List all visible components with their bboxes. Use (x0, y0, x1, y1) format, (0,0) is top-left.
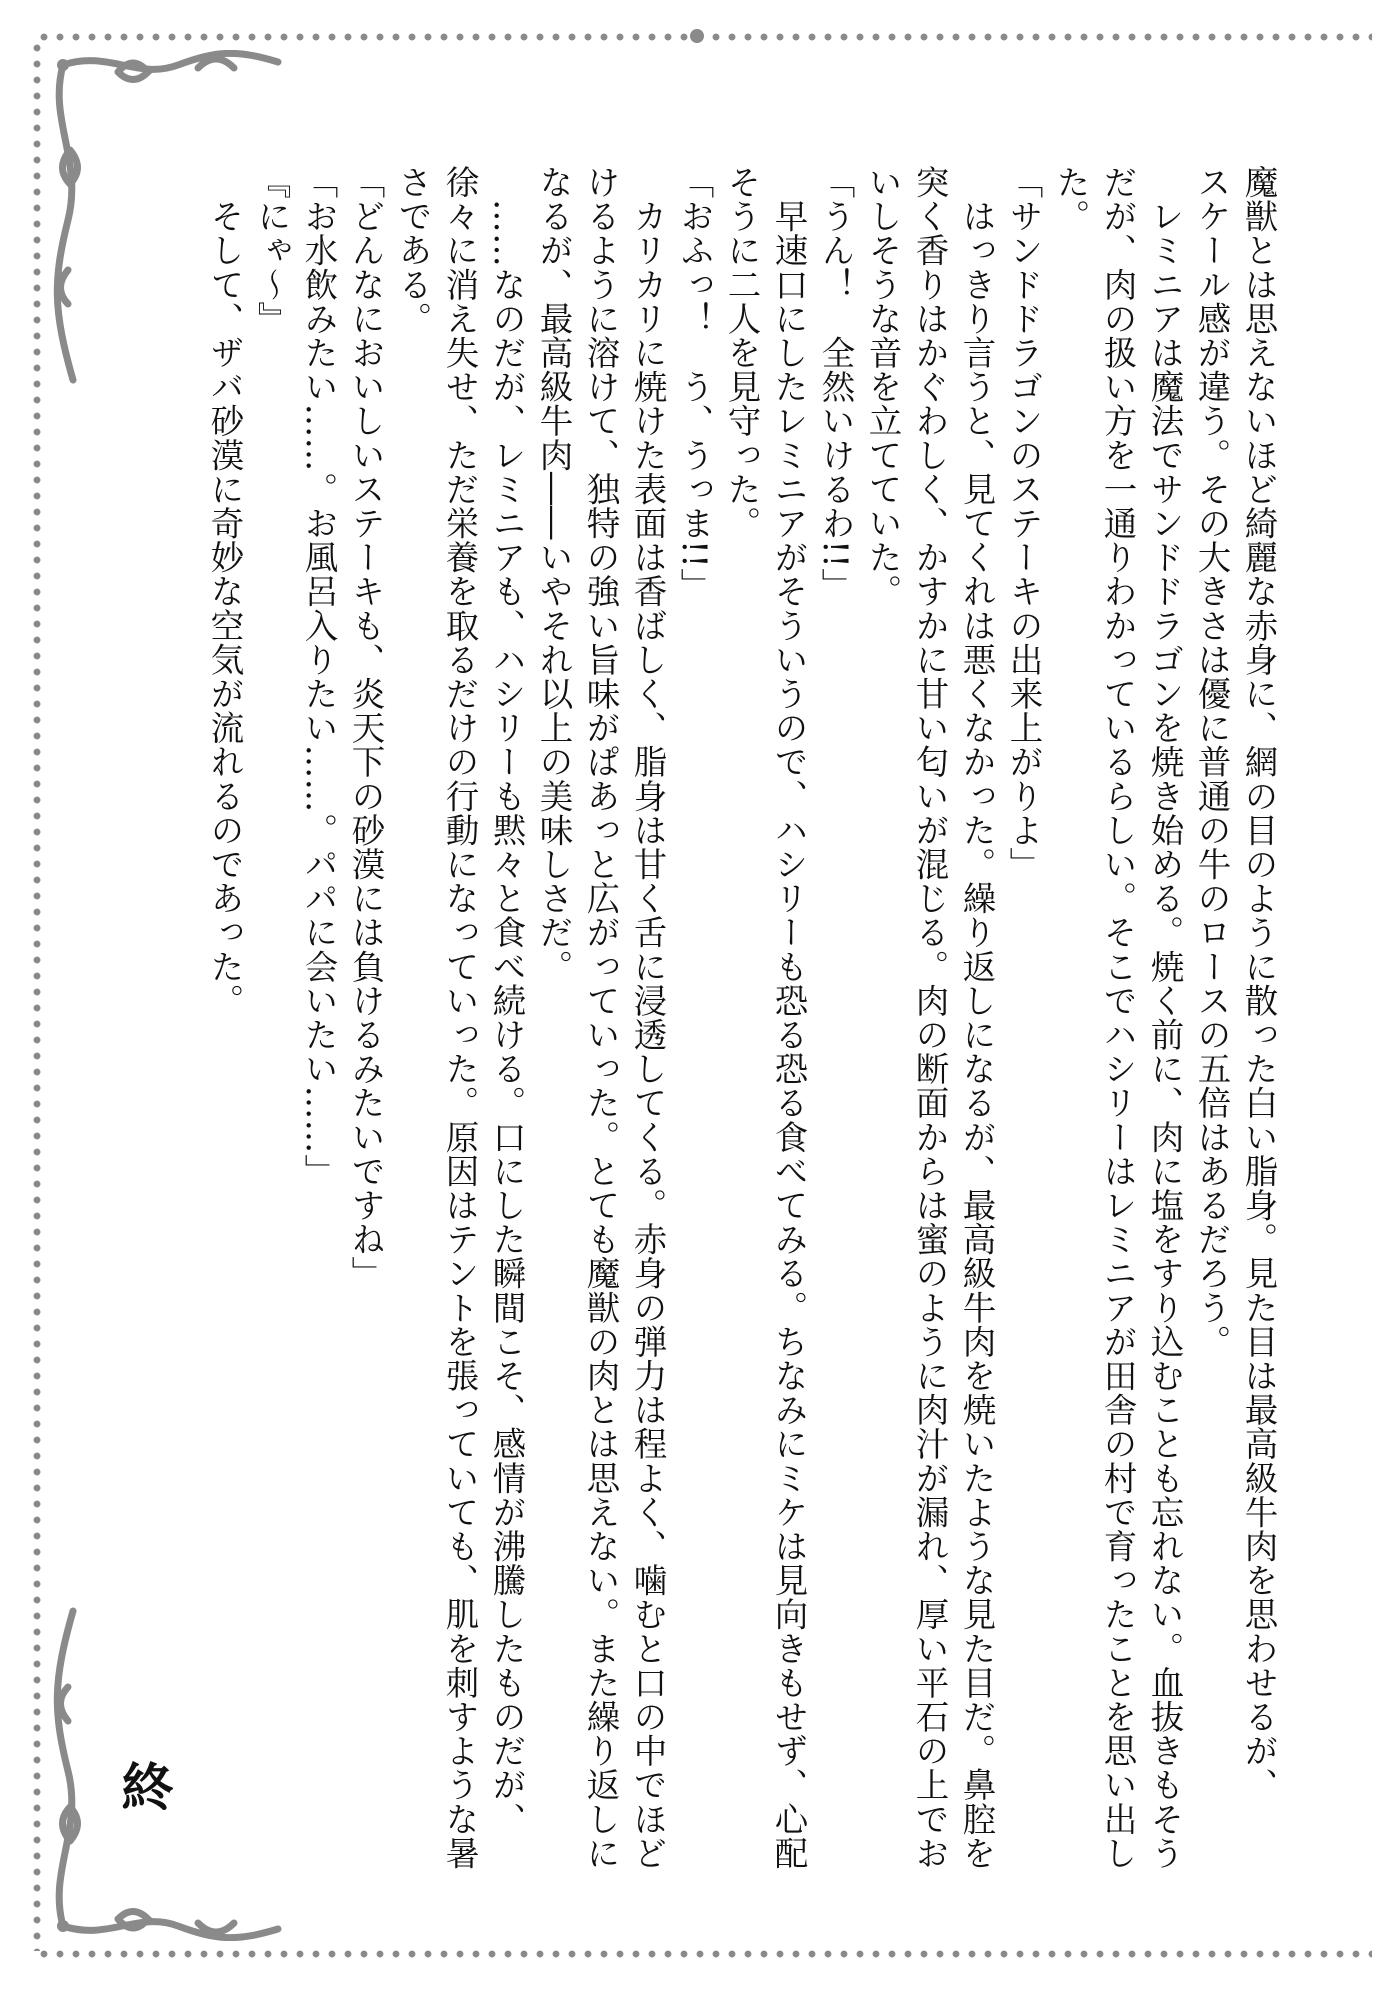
text-line: ……なのだが、レミニアも、ハシリーも黙々と食べ続ける。口にした瞬間こそ、感情が沸騰したものだが、 (487, 165, 526, 1836)
border-dot-ornament (690, 29, 704, 43)
vertical-body-text (201, 165, 1282, 1870)
text-line: 「サンドドラゴンのステーキの出来上がりよ」 (1004, 165, 1043, 882)
dotted-border-bottom (36, 1948, 1372, 1960)
text-line: 「おふっ！ う、うっま!!」 (675, 165, 714, 603)
text-line: 早速口にしたレミニアがそういうので、ハシリーも恐る恐る食べてみる。ちなみにミケは見向きもせず、心配 (769, 165, 808, 1870)
text-line: 『にゃ～』 (252, 165, 291, 336)
end-mark: 終 (112, 1760, 173, 1812)
text-line: 突く香りはかぐわしく、かすかに甘い匂いが混じる。肉の断面からは蜜のように肉汁が漏れ、厚い平石の上でお (910, 165, 949, 1870)
text-line: た。 (1051, 165, 1090, 234)
text-line: カリカリに焼けた表面は香ばしく、脂身は甘く舌に浸透してくる。赤身の弾力は程よく、噛むと口の中でほど (628, 165, 667, 1870)
text-line: だが、肉の扱い方を一通りわかっているらしい。そこでハシリーはレミニアが田舎の村で育ったことを思い出し (1098, 165, 1137, 1870)
text-line: いしそうな音を立てていた。 (863, 165, 902, 609)
text-line: はっきり言うと、見てくれは悪くなかった。繰り返しになるが、最高級牛肉を焼いたような見た目だ。鼻腔を (957, 165, 996, 1870)
text-line: スケール感が違う。その大きさは優に普通の牛のロースの五倍はあるだろう。 (1192, 165, 1231, 1359)
text-line: そして、ザバ砂漠に奇妙な空気が流れるのであった。 (205, 165, 244, 1018)
text-line: そうに二人を見守った。 (722, 165, 761, 541)
text-line: なるが、最高級牛肉――いやそれ以上の美味しさだ。 (534, 165, 573, 984)
text-line: 「うん！ 全然いけるわ!!」 (816, 165, 855, 603)
dotted-border-top (36, 31, 1372, 43)
dotted-border-left (31, 40, 43, 1951)
text-line: 「お水飲みたい……。お風呂入りたい……。パパに会いたい……」 (299, 165, 338, 1188)
text-line: さである。 (393, 165, 432, 336)
text-line: 「どんなにおいしいステーキも、炎天下の砂漠には負けるみたいですね」 (346, 165, 385, 1291)
text-line: けるように溶けて、独特の強い旨味がぱあっと広がっていった。とても魔獣の肉とは思えない。また繰り返しに (581, 165, 620, 1870)
text-line: 魔獣とは思えないほど綺麗な赤身に、網の目のように散った白い脂身。見た目は最高級牛肉を思わせるが、 (1239, 165, 1278, 1802)
text-line: レミニアは魔法でサンドドラゴンを焼き始める。焼く前に、肉に塩をすり込むことも忘れない。血抜きもそう (1145, 165, 1184, 1870)
text-line: 徐々に消え失せ、ただ栄養を取るだけの行動になっていった。原因はテントを張っていても、肌を刺すような暑 (440, 165, 479, 1870)
